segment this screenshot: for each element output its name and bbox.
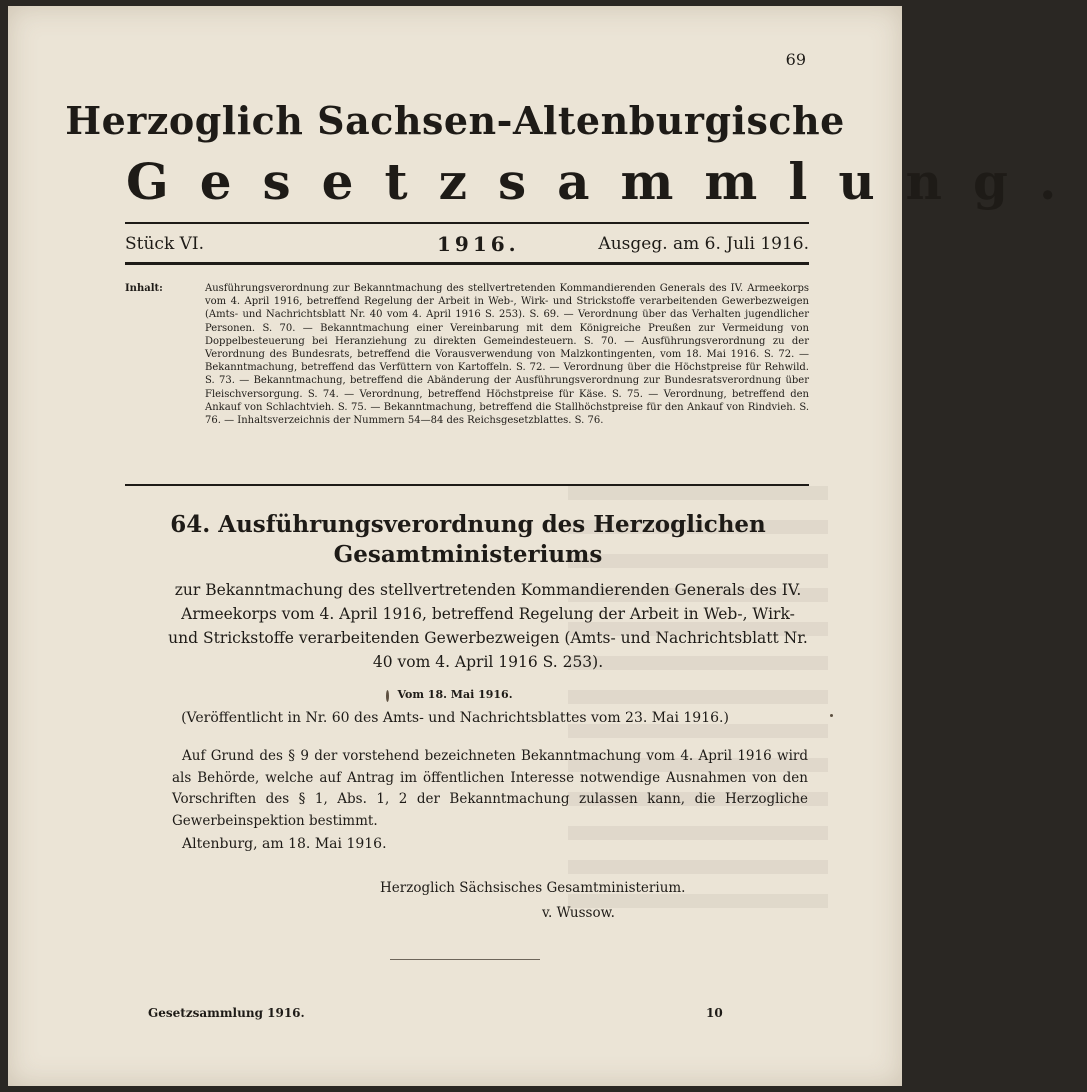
signatory: Herzoglich Sächsisches Gesamtministerium. [380,880,686,896]
issue-year: 1916. [437,232,520,256]
publication-note: (Veröffentlicht in Nr. 60 des Amts- und Nachrichtsblattes vom 23. Mai 1916.) [181,710,729,726]
article-subheading: zur Bekanntmachung des stellvertretenden Kommandierenden Generals des IV. Armeekorps vom 4. April 1916, betreffend Regelung der Arbeit in Web-, Wirk- und Strickstoffe verarbeitenden Gewerbezweigen (Amts- und Nachrichtsblatt Nr. 40 vom 4. April 1916 S. 253). [168,581,808,671]
issue-number: Stück VI. [125,234,205,254]
issue-date: Ausgeg. am 6. Juli 1916. [598,234,809,254]
closing-rule [390,959,540,960]
document-page [8,6,1087,1086]
page-number: 69 [785,50,806,69]
table-of-contents [125,282,809,427]
header-rule-top [125,222,809,224]
article-heading: 64. Ausführungsverordnung des Herzoglichen Gesamtministeriums [170,511,766,568]
article-body: Auf Grund des § 9 der vorstehend bezeichneten Bekanntmachung vom 4. April 1916 wird als Behörde, welche auf Antrag im öffentlichen Interesse notwendige Ausnahmen von den Vorschriften des § 1, Abs. 1, 2 der Bekanntmachung zulassen kann, die Herzogliche Gewerbeinspektion bestimmt. [172,748,808,829]
issue-info [125,234,809,258]
collection-title: Gesetzsammlung. [126,152,1087,211]
signature: v. Wussow. [542,905,615,921]
contents-rule [125,484,809,486]
contents-text: Ausführungsverordnung zur Bekanntmachung des stellvertretenden Kommandierenden Generals des IV. Armeekorps vom 4. April 1916, betreffend Regelung der Arbeit in Web-, Wirk- und Strickstoffe verarbeitenden Gewerbezweigen (Amts- und Nachrichtsblatt Nr. 40 vom 4. April 1916 S. 253). S. 69. — Verordnung über das Verhalten jugendlicher Personen. S. 70. — Bekanntmachung einer Vereinbarung mit dem Königreiche Preußen zur Vermeidung von Doppelbesteuerung bei Heranziehung zu direkten Gemeindesteuern. S. 70. — Ausführungsverordnung zu der Verordnung des Bundesrats, betreffend die Vorausverwendung von Malzkontingenten, vom 18. Mai 1916. S. 72. — Bekanntmachung, betreffend das Verfüttern von Kartoffeln. S. 72. — Verordnung über die Höchstpreise für Rehwild. S. 73. — Bekanntmachung, betreffend die Abänderung der Ausführungsverordnung zur Bundesratsverordnung über Fleischversorgung. S. 74. — Verordnung, betreffend Höchstpreise für Käse. S. 75. — Verordnung, betreffend den Ankauf von Schlachtvieh. S. 75. — Bekanntmachung, betreffend die Stallhöchstpreise für den Ankauf von Rindvieh. S. 76. — Inhaltsverzeichnis der Nummern 54—84 des Reichsgesetzblattes. S. 76. [205,283,809,427]
contents-label: Inhalt: [125,283,163,294]
article-date: Vom 18. Mai 1916. [397,688,513,701]
publisher-title: Herzoglich Sachsen-Altenburgische [65,98,845,143]
footer-signature-number: 10 [706,1006,723,1020]
place-date: Altenburg, am 18. Mai 1916. [182,836,387,852]
footer-collection: Gesetzsammlung 1916. [148,1006,305,1020]
header-rule-bottom [125,262,809,265]
